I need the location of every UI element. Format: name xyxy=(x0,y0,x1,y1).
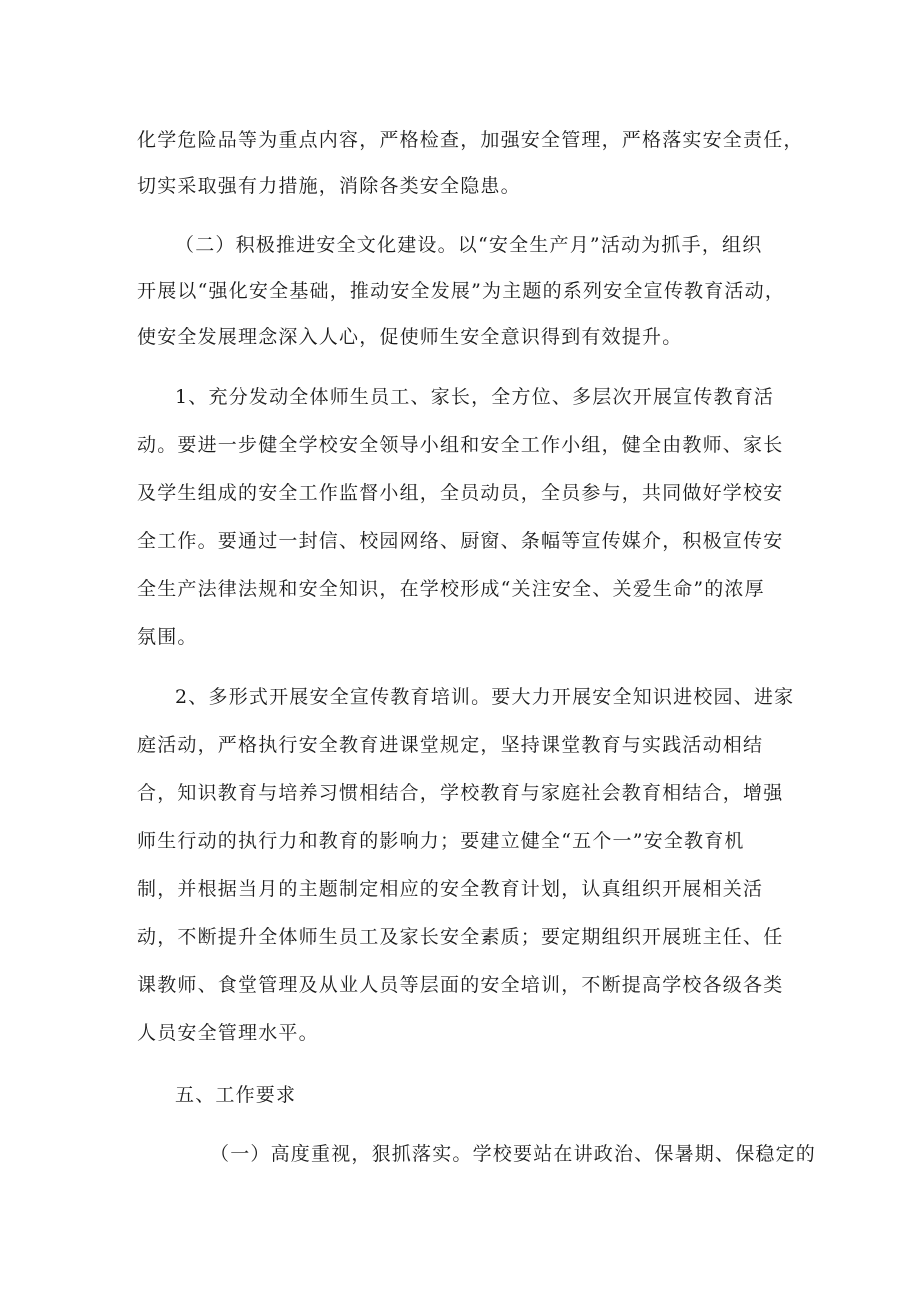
text-line: 动，不断提升全体师生员工及家长安全素质；要定期组织开展班主任、任 xyxy=(137,926,784,948)
text-line: （一）高度重视，狠抓落实。学校要站在讲政治、保暑期、保稳定的 xyxy=(210,1143,817,1165)
text-line: 开展以“强化安全基础，推动安全发展”为主题的系列安全宣传教育活动， xyxy=(137,280,786,302)
text-line: 化学危险品等为重点内容，严格检查，加强安全管理，严格落实安全责任， xyxy=(137,129,804,151)
text-line: 使安全发展理念深入人心，促使师生安全意识得到有效提升。 xyxy=(137,326,683,348)
text-line: 及学生组成的安全工作监督小组，全员动员，全员参与，共同做好学校安 xyxy=(137,482,784,504)
section-5-heading: 五、工作要求 xyxy=(175,1084,297,1106)
text-line: 制，并根据当月的主题制定相应的安全教育计划，认真组织开展相关活 xyxy=(137,878,764,900)
text-line: 全生产法律法规和安全知识，在学校形成“关注安全、关爱生命”的浓厚 xyxy=(137,578,765,600)
text-line: 师生行动的执行力和教育的影响力；要建立健全“五个一”安全教育机 xyxy=(137,830,745,852)
text-line: 动。要进一步健全学校安全领导小组和安全工作小组，健全由教师、家长 xyxy=(137,434,784,456)
text-line: 2、多形式开展安全宣传教育培训。要大力开展安全知识进校园、进家 xyxy=(175,686,795,708)
text-line: 全工作。要通过一封信、校园网络、厨窗、条幅等宣传媒介，积极宣传安 xyxy=(137,530,784,552)
text-line: 庭活动，严格执行安全教育进课堂规定，坚持课堂教育与实践活动相结 xyxy=(137,734,764,756)
text-line: 合，知识教育与培养习惯相结合，学校教育与家庭社会教育相结合，增强 xyxy=(137,782,784,804)
text-line: （二）积极推进安全文化建设。以“安全生产月”活动为抓手，组织 xyxy=(175,234,763,256)
text-line: 人员安全管理水平。 xyxy=(137,1022,319,1044)
text-line: 1、充分发动全体师生员工、家长，全方位、多层次开展宣传教育活 xyxy=(175,386,775,408)
text-line: 课教师、食堂管理及从业人员等层面的安全培训，不断提高学校各级各类 xyxy=(137,974,784,996)
text-line: 氛围。 xyxy=(137,626,198,648)
text-line: 切实采取强有力措施，消除各类安全隐患。 xyxy=(137,175,521,197)
